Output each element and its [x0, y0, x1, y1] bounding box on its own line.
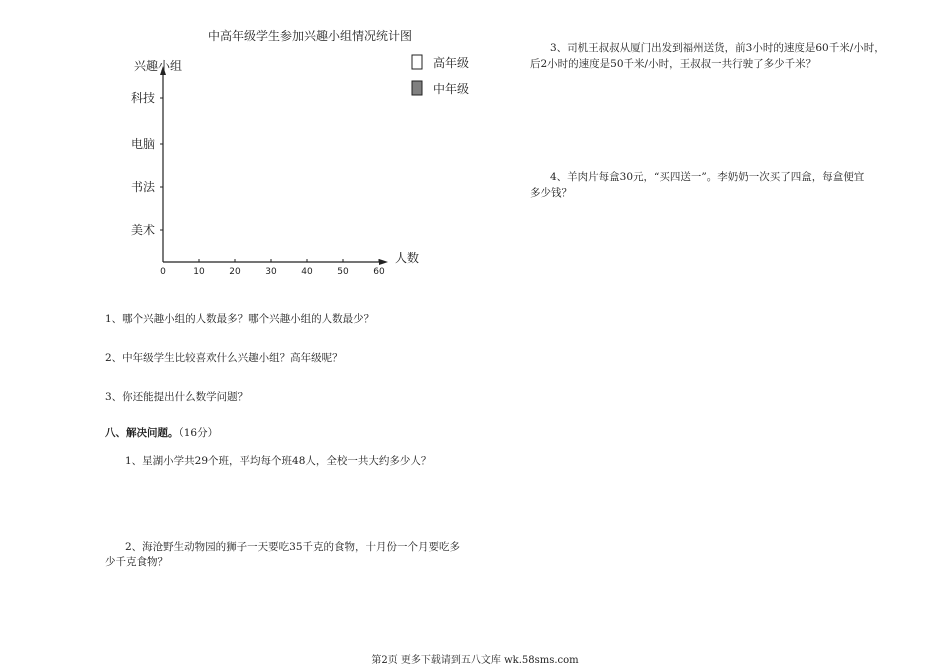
legend-swatch-mid	[412, 81, 422, 95]
category-label: 电脑	[130, 137, 155, 151]
question-3: 3、你还能提出什么数学问题？	[105, 391, 249, 403]
category-label: 科技	[130, 91, 155, 105]
category-label: 书法	[130, 180, 155, 194]
x-axis-label: 人数	[395, 251, 420, 265]
legend-label-high: 高年级	[433, 56, 470, 70]
question-2: 2、中年级学生比较喜欢什么兴趣小组？高年级呢？	[105, 352, 343, 364]
x-tick-label: 50	[337, 267, 349, 277]
page-footer: 第2页 更多下载请到五八文库 wk.58sms.com	[371, 655, 579, 666]
section-title: 八、解决问题。	[105, 427, 179, 439]
problem-4-line-1: 4、羊肉片每盒30元，“买四送一”。李奶奶一次买了四盒，每盒便宜	[550, 171, 865, 183]
y-axis-label: 兴趣小组	[134, 59, 183, 73]
x-tick-label: 60	[373, 267, 385, 277]
legend-label-mid: 中年级	[433, 82, 470, 96]
problem-2-line-2: 少千克食物？	[105, 556, 168, 568]
x-tick-label: 10	[193, 267, 205, 277]
problem-2-line-1: 2、海沧野生动物园的狮子一天要吃35千克的食物，十月份一个月要吃多	[125, 541, 461, 553]
section-score: （16分）	[178, 427, 219, 439]
x-tick-label: 20	[229, 267, 241, 277]
problem-3-line-1: 3、司机王叔叔从厦门出发到福州送货，前3小时的速度是60千米/小时，	[550, 42, 885, 54]
x-tick-label: 30	[265, 267, 277, 277]
problem-1: 1、星湖小学共29个班，平均每个班48人，全校一共大约多少人？	[125, 455, 432, 467]
legend-swatch-high	[412, 55, 422, 69]
section-heading	[105, 425, 218, 442]
x-tick-label: 0	[160, 267, 166, 277]
category-label: 美术	[130, 223, 155, 237]
problem-3-line-2: 后2小时的速度是50千米/小时，王叔叔一共行驶了多少千米？	[530, 58, 817, 70]
x-tick-label: 40	[301, 267, 313, 277]
problem-4-line-2: 多少钱？	[530, 187, 572, 199]
question-1: 1、哪个兴趣小组的人数最多？哪个兴趣小组的人数最少？	[105, 313, 375, 325]
chart-title: 中高年级学生参加兴趣小组情况统计图	[207, 29, 412, 43]
bar-chart	[120, 20, 480, 280]
x-axis-arrow	[379, 259, 388, 265]
